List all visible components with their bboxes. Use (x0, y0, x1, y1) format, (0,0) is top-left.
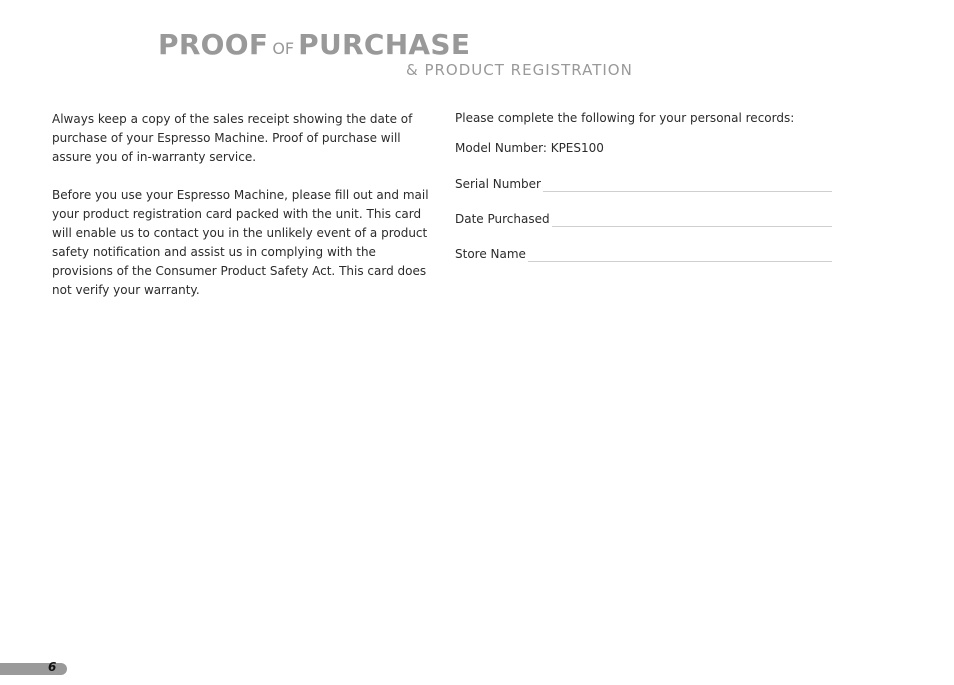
registration-paragraph: Before you use your Espresso Machine, please fill out and mail your product registration card packed with the unit. This card will enable us to contact you in the unlikely event of a product safety notification and assist us in complying with the provisions of the Consumer Product Safety Act. This card does not verify your warranty. (52, 188, 429, 297)
store-name-field (455, 244, 832, 262)
date-purchased-field (455, 209, 832, 227)
serial-number-field (455, 174, 832, 192)
title-purchase: PURCHASE (298, 28, 471, 61)
receipt-paragraph: Always keep a copy of the sales receipt showing the date of purchase of your Espresso Machine. Proof of purchase will assure you of in-warranty service. (52, 112, 413, 164)
date-purchased-label: Date Purchased (455, 212, 550, 226)
serial-number-blank (543, 177, 832, 192)
store-name-label: Store Name (455, 247, 526, 261)
date-purchased-blank (552, 212, 832, 227)
store-name-blank (528, 247, 832, 262)
serial-number-label: Serial Number (455, 177, 541, 191)
records-intro: Please complete the following for your personal records: (455, 111, 795, 125)
instructions-column (52, 110, 432, 319)
page-header (158, 28, 738, 84)
page-number-tab (0, 663, 67, 675)
title-of: OF (272, 39, 295, 58)
page-title (158, 28, 470, 61)
page-subtitle: & PRODUCT REGISTRATION (406, 61, 633, 79)
page-number: 6 (48, 660, 57, 674)
model-number: Model Number: KPES100 (455, 141, 604, 155)
title-proof: PROOF (158, 28, 269, 61)
